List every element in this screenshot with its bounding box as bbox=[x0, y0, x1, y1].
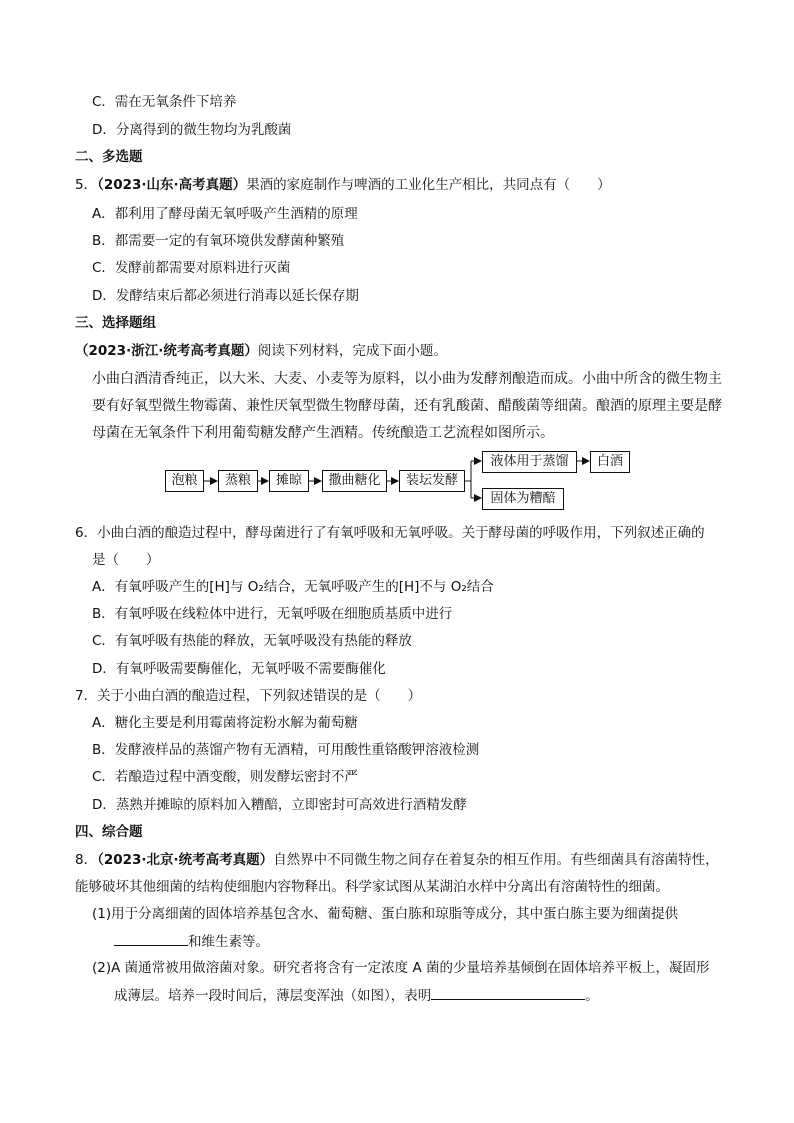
question-source: （2023·北京·统考高考真题） bbox=[97, 852, 274, 868]
q4-option-c: C．需在无氧条件下培养 bbox=[92, 94, 237, 110]
q8-sub1-line-2 bbox=[114, 931, 269, 952]
question-text: 自然界中不同微生物之间存在着复杂的相互作用。有些细菌具有溶菌特性， bbox=[273, 852, 719, 868]
question-number: 7． bbox=[75, 688, 98, 704]
flow-step-saccharify: 撒曲糖化 bbox=[322, 470, 387, 492]
question-7-stem bbox=[75, 686, 421, 706]
material-paragraph-line-3: 母菌在无氧条件下利用葡萄糖发酵产生酒精。传统酿造工艺流程如图所示。 bbox=[92, 425, 554, 441]
group-source: （2023·浙江·统考高考真题） bbox=[75, 343, 258, 359]
material-paragraph-line-2: 要有好氧型微生物霉菌、兼性厌氧型微生物酵母菌，还有乳酸菌、醋酸菌等细菌。酿酒的原理主要是酵 bbox=[92, 398, 722, 414]
answer-blank[interactable] bbox=[114, 931, 188, 946]
q7-option-c: C．若酿造过程中酒变酸，则发酵坛密封不严 bbox=[92, 769, 358, 785]
q7-option-a: A．糖化主要是利用霉菌将淀粉水解为葡萄糖 bbox=[92, 715, 358, 731]
q8-sub2-line-2 bbox=[114, 985, 599, 1006]
q7-option-b: B．发酵液样品的蒸馏产物有无酒精，可用酸性重铬酸钾溶液检测 bbox=[92, 742, 480, 758]
q5-option-b: B．都需要一定的有氧环境供发酵菌种繁殖 bbox=[92, 233, 345, 249]
flow-step-soak: 泡粮 bbox=[165, 470, 204, 492]
flow-step-cool: 摊晾 bbox=[269, 470, 309, 492]
question-number: 6． bbox=[75, 525, 98, 541]
q7-option-d: D．蒸熟并摊晾的原料加入糟醅，立即密封可高效进行酒精发酵 bbox=[92, 797, 467, 813]
q6-option-b: B．有氧呼吸在线粒体中进行，无氧呼吸在细胞质基质中进行 bbox=[92, 606, 453, 622]
question-text: 关于小曲白酒的酿造过程，下列叙述错误的是（ ） bbox=[97, 688, 422, 704]
question-number: 8． bbox=[75, 852, 98, 868]
section-title-comprehensive: 四、综合题 bbox=[75, 824, 143, 840]
question-number: 5． bbox=[75, 177, 98, 193]
q6-option-c: C．有氧呼吸有热能的释放，无氧呼吸没有热能的释放 bbox=[92, 633, 412, 649]
q4-option-d: D．分离得到的微生物均为乳酸菌 bbox=[92, 122, 292, 138]
flow-end-baijiu: 白酒 bbox=[590, 451, 630, 473]
flow-branch-solid: 固体为糟醅 bbox=[482, 488, 564, 510]
flow-step-ferment: 装坛发酵 bbox=[399, 470, 465, 492]
q5-option-d: D．发酵结束后都必须进行消毒以延长保存期 bbox=[92, 288, 359, 304]
q6-option-d: D．有氧呼吸需要酶催化，无氧呼吸不需要酶催化 bbox=[92, 661, 386, 677]
q8-sub1-text: 和维生素等。 bbox=[188, 934, 269, 950]
section-title-question-group: 三、选择题组 bbox=[75, 315, 156, 331]
group-instruction: 阅读下列材料，完成下面小题。 bbox=[257, 343, 447, 359]
q8-sub2-text: 成薄层。培养一段时间后，薄层变浑浊（如图），表明 bbox=[114, 988, 432, 1004]
section-title-multi-choice: 二、多选题 bbox=[75, 149, 143, 165]
q8-sub2-end: 。 bbox=[585, 988, 599, 1004]
flow-branch-liquid: 液体用于蒸馏 bbox=[482, 451, 577, 473]
q8-sub1-line-1: (1)用于分离细菌的固体培养基包含水、葡萄糖、蛋白胨和琼脂等成分，其中蛋白胨主要为细菌提供 bbox=[92, 906, 679, 922]
question-8-stem-line-2: 能够破坏其他细菌的结构使细胞内容物释出。科学家试图从某湖泊水样中分离出有溶菌特性的细菌。 bbox=[75, 879, 669, 895]
q8-sub2-line-1: (2)A 菌通常被用做溶菌对象。研究者将含有一定浓度 A 菌的少量培养基倾倒在固体培养平板上，凝固形 bbox=[92, 960, 710, 976]
q5-option-c: C．发酵前都需要对原料进行灭菌 bbox=[92, 260, 291, 276]
question-text: 小曲白酒的酿造过程中，酵母菌进行了有氧呼吸和无氧呼吸。关于酵母菌的呼吸作用，下列叙述正确的 bbox=[97, 525, 705, 541]
question-8-stem-line-1 bbox=[75, 850, 719, 870]
answer-blank[interactable] bbox=[431, 985, 585, 1000]
question-6-stem-line-1 bbox=[75, 523, 705, 543]
question-6-stem-line-2: 是（ ） bbox=[92, 552, 160, 568]
material-paragraph-line-1: 小曲白酒清香纯正，以大米、大麦、小麦等为原料，以小曲为发酵剂酿造而成。小曲中所含的微生物主 bbox=[92, 371, 722, 387]
q6-option-a: A．有氧呼吸产生的[H]与 O₂结合，无氧呼吸产生的[H]不与 O₂结合 bbox=[92, 579, 494, 595]
flow-step-steam: 蒸粮 bbox=[218, 470, 258, 492]
question-source: （2023·山东·高考真题） bbox=[97, 177, 247, 193]
question-text: 果酒的家庭制作与啤酒的工业化生产相比，共同点有（ ） bbox=[246, 177, 611, 193]
q5-option-a: A．都利用了酵母菌无氧呼吸产生酒精的原理 bbox=[92, 206, 358, 222]
